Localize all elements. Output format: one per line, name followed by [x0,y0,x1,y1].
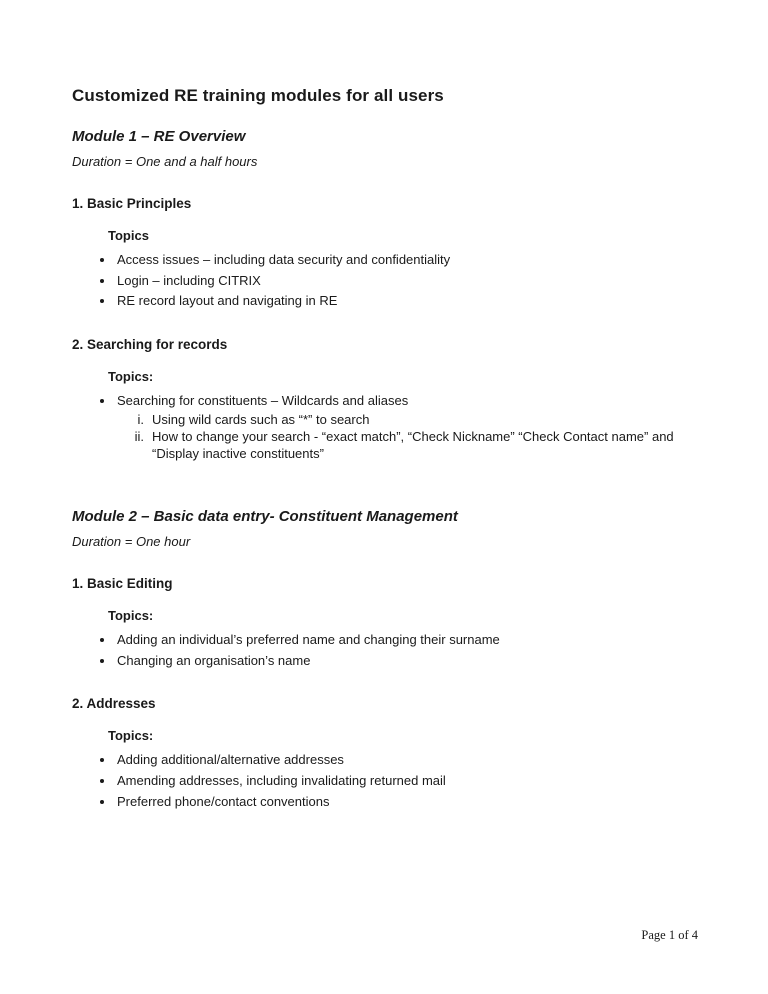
module-1-section-2-heading: 2. Searching for records [72,336,228,352]
module-1-section-1 [72,196,698,310]
list-item: • Adding additional/alternative addresses [115,752,698,769]
module-1-section-2-bullet-list [72,393,698,463]
list-item-text: Searching for constituents – Wildcards and aliases [117,392,409,408]
sub-item-text: How to change your search - “exact match”, “Check Nickname” “Check Contact name” and “Display inactive constituents” [152,429,674,462]
list-item: • RE record layout and navigating in RE [115,293,698,310]
module-2 [72,508,698,810]
module-1-section-2 [72,337,698,463]
module-2-section-2-heading: 2. Addresses [72,696,156,712]
module-2-section-2 [72,696,698,810]
list-item: • Preferred phone/contact conventions [115,794,698,811]
module-2-section-1 [72,576,698,669]
module-1-section-2-topics-label: Topics: [108,368,154,384]
page-title: Customized RE training modules for all users [72,86,444,105]
sub-list-item [117,429,698,463]
module-1-duration: Duration = One and a half hours [72,154,258,169]
module-2-heading: Module 2 – Basic data entry- Constituent Management [72,508,458,526]
list-item: • Login – including CITRIX [115,273,698,290]
module-1-section-1-heading: 1. Basic Principles [72,196,192,211]
module-2-section-1-heading: 1. Basic Editing [72,576,173,592]
sub-list-item [117,412,698,429]
sub-item-text: Using wild cards such as “*” to search [152,411,370,427]
list-item: • Amending addresses, including invalidating returned mail [115,773,698,790]
list-item: • Access issues – including data security and confidentiality [115,252,698,269]
module-2-duration: Duration = One hour [72,534,191,550]
module-2-section-2-topics-label: Topics: [108,728,154,744]
sub-item-marker: ii. [134,429,144,445]
page-number: Page 1 of 4 [641,928,698,942]
list-item: • Changing an organisation’s name [115,653,698,670]
module-1-section-1-bullet-list [72,252,698,310]
module-2-section-1-bullet-list [72,632,698,669]
module-spacer [72,467,698,508]
module-1 [72,128,698,463]
roman-sub-list [117,412,698,464]
sub-item-marker: i. [137,411,144,427]
module-1-heading: Module 1 – RE Overview [72,128,246,145]
module-1-section-1-topics-label: Topics [108,228,149,243]
module-2-section-1-topics-label: Topics: [108,608,154,624]
list-item: • Adding an individual’s preferred name and changing their surname [115,632,698,649]
list-item [115,393,698,463]
module-2-section-2-bullet-list [72,752,698,810]
